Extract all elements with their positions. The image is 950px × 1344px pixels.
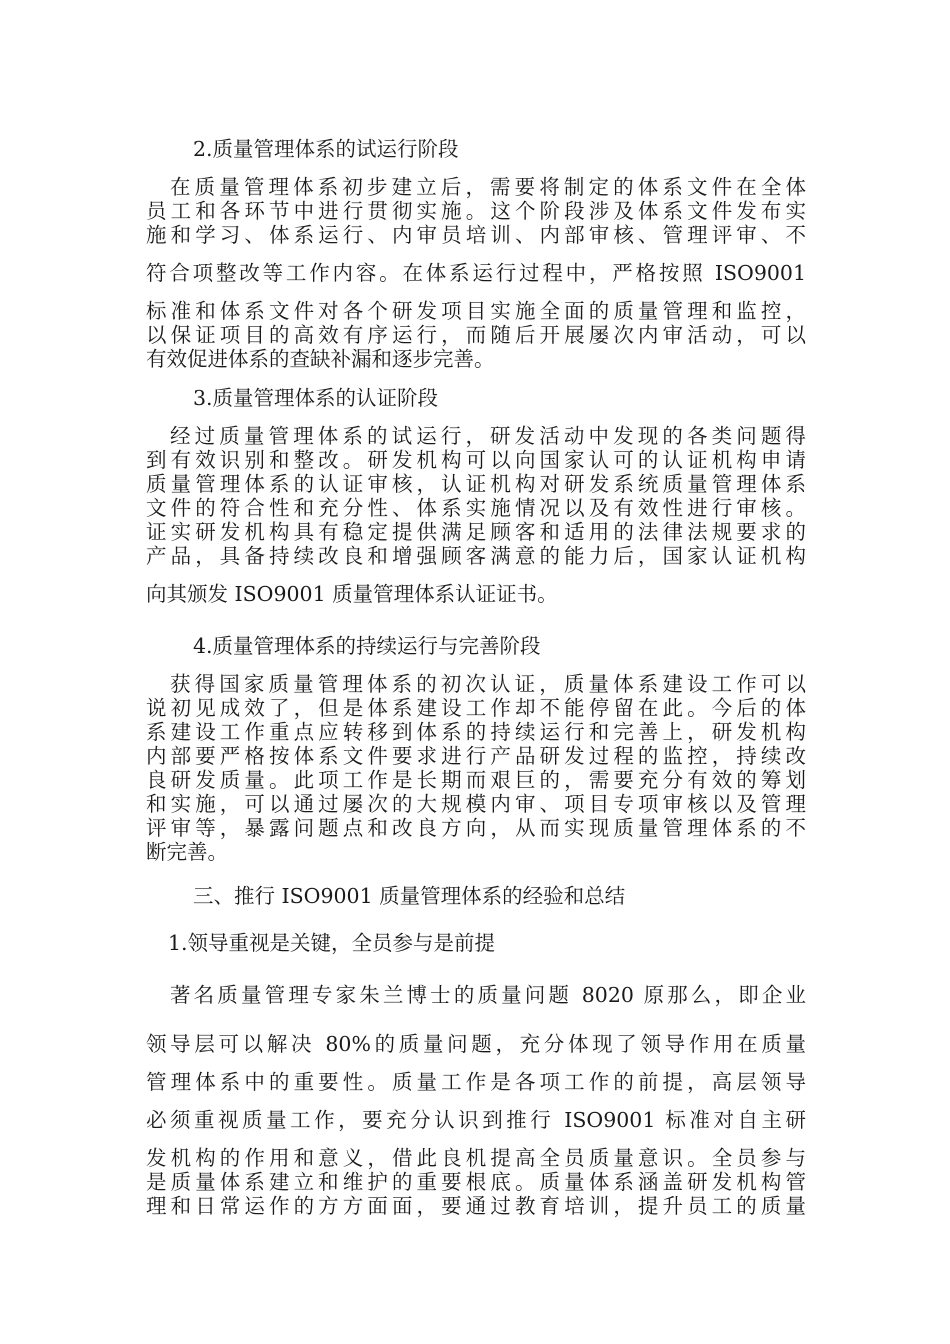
paragraph-line: 标准和体系文件对各个研发项目实施全面的质量管理和监控， bbox=[146, 299, 806, 323]
paragraph-line: 是质量体系建立和维护的重要根底。质量体系涵盖研发机构管 bbox=[146, 1170, 806, 1194]
paragraph-line: 领导层可以解决 80%的质量问题，充分体现了领导作用在质量 bbox=[146, 1032, 806, 1056]
paragraph-line: 有效促进体系的查缺补漏和逐步完善。 bbox=[146, 347, 495, 371]
paragraph-leadership bbox=[146, 983, 806, 1218]
section-heading-leadership: 1.领导重视是关键，全员参与是前提 bbox=[168, 931, 496, 955]
paragraph-line: 以保证项目的高效有序运行，而随后开展屡次内审活动，可以 bbox=[146, 323, 806, 347]
paragraph-line: 内部要严格按体系文件要求进行产品研发过程的监控，持续改 bbox=[146, 744, 806, 768]
paragraph-trial-run bbox=[146, 175, 806, 371]
paragraph-line: 获得国家质量管理体系的初次认证，质量体系建设工作可以 bbox=[170, 672, 806, 696]
paragraph-line: 员工和各环节中进行贯彻实施。这个阶段涉及体系文件发布实 bbox=[146, 199, 806, 223]
paragraph-line: 著名质量管理专家朱兰博士的质量问题 8020 原那么，即企业 bbox=[170, 983, 806, 1007]
paragraph-line: 文件的符合性和充分性、体系实施情况以及有效性进行审核。 bbox=[146, 496, 806, 520]
paragraph-line: 符合项整改等工作内容。在体系运行过程中，严格按照 ISO9001 bbox=[146, 261, 806, 285]
paragraph-line: 良研发质量。此项工作是长期而艰巨的，需要充分有效的筹划 bbox=[146, 768, 806, 792]
section-heading-certification: 3.质量管理体系的认证阶段 bbox=[193, 386, 439, 410]
section-heading-continuous-improvement: 4.质量管理体系的持续运行与完善阶段 bbox=[193, 634, 541, 658]
paragraph-line: 到有效识别和整改。研发机构可以向国家认可的认证机构申请 bbox=[146, 448, 806, 472]
section-heading-trial-run: 2.质量管理体系的试运行阶段 bbox=[193, 137, 459, 161]
paragraph-line: 管理体系中的重要性。质量工作是各项工作的前提，高层领导 bbox=[146, 1070, 806, 1094]
paragraph-line: 系建设工作重点应转移到体系的持续运行和完善上，研发机构 bbox=[146, 720, 806, 744]
chapter-heading-experience-summary: 三、推行 ISO9001 质量管理体系的经验和总结 bbox=[193, 884, 626, 908]
paragraph-line: 说初见成效了，但是体系建设工作却不能停留在此。今后的体 bbox=[146, 696, 806, 720]
paragraph-line: 理和日常运作的方方面面，要通过教育培训，提升员工的质量 bbox=[146, 1194, 806, 1218]
paragraph-line: 必须重视质量工作，要充分认识到推行 ISO9001 标准对自主研 bbox=[146, 1108, 806, 1132]
paragraph-line: 向其颁发 ISO9001 质量管理体系认证证书。 bbox=[146, 582, 558, 606]
paragraph-line: 施和学习、体系运行、内审员培训、内部审核、管理评审、不 bbox=[146, 223, 806, 247]
paragraph-line: 产品，具备持续改良和增强顾客满意的能力后，国家认证机构 bbox=[146, 544, 806, 568]
paragraph-line: 和实施，可以通过屡次的大规模内审、项目专项审核以及管理 bbox=[146, 792, 806, 816]
paragraph-line: 发机构的作用和意义，借此良机提高全员质量意识。全员参与 bbox=[146, 1146, 806, 1170]
paragraph-line: 评审等，暴露问题点和改良方向，从而实现质量管理体系的不 bbox=[146, 816, 806, 840]
paragraph-line: 断完善。 bbox=[146, 840, 228, 864]
paragraph-line: 证实研发机构具有稳定提供满足顾客和适用的法律法规要求的 bbox=[146, 520, 806, 544]
paragraph-line: 质量管理体系的认证审核，认证机构对研发系统质量管理体系 bbox=[146, 472, 806, 496]
paragraph-line: 在质量管理体系初步建立后，需要将制定的体系文件在全体 bbox=[170, 175, 806, 199]
paragraph-line: 经过质量管理体系的试运行，研发活动中发现的各类问题得 bbox=[170, 424, 806, 448]
paragraph-continuous-improvement bbox=[146, 672, 806, 864]
paragraph-certification bbox=[146, 424, 806, 606]
